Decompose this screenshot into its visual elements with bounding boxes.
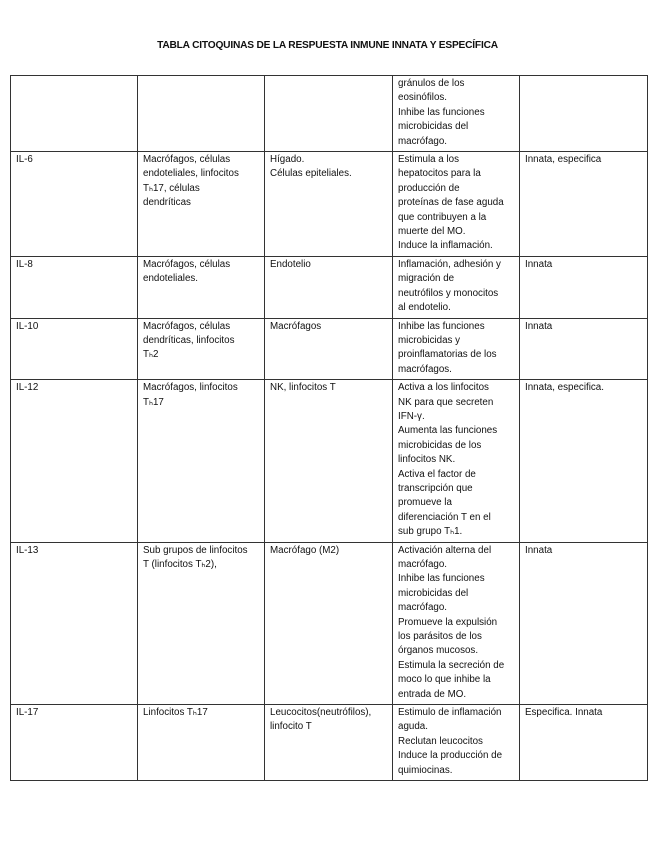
cell-line: Innata	[525, 320, 553, 332]
table-row	[11, 76, 648, 152]
cell-line: Macrófagos, células	[143, 258, 231, 270]
cell-line: los parásitos de los	[398, 631, 482, 643]
cell-line: Induce la producción de	[398, 750, 503, 762]
cytokine-table	[10, 75, 648, 781]
cell-line: órganos mucosos.	[398, 645, 479, 657]
table-row	[11, 380, 648, 542]
cell-line: Estimulo de inflamación	[398, 707, 502, 719]
cell-line: microbicidas de los	[398, 439, 482, 451]
cell-line: macrófago.	[398, 559, 448, 570]
cell-response-type	[520, 256, 648, 318]
cell-line: promueve la	[398, 497, 452, 509]
cell-line: Macrófagos, linfocitos	[143, 382, 238, 394]
cell-line: IL-13	[16, 544, 39, 556]
cell-line: Hígado.	[270, 154, 305, 166]
cell-producer	[138, 542, 265, 704]
cell-line: Aumenta las funciones	[398, 425, 498, 437]
cell-line: gránulos de los	[398, 78, 465, 89]
cell-line: Células epiteliales.	[270, 168, 352, 180]
cell-producer	[138, 256, 265, 318]
cell-line: Sub grupos de linfocitos	[143, 544, 248, 556]
cell-line: Activa a los linfocitos	[398, 382, 489, 394]
cell-line: Promueve la expulsión	[398, 616, 498, 628]
cell-producer	[138, 380, 265, 542]
cell-target	[265, 152, 393, 257]
cell-target	[265, 318, 393, 380]
cell-producer	[138, 318, 265, 380]
cell-target	[265, 705, 393, 781]
table-row	[11, 705, 648, 781]
cell-response-type	[520, 152, 648, 257]
cell-line: Tₕ17, células	[143, 182, 200, 194]
cell-function	[393, 705, 520, 781]
cell-line: quimiocinas.	[398, 764, 453, 776]
cell-line: microbicidas del	[398, 587, 469, 599]
table-row	[11, 318, 648, 380]
cell-producer	[138, 152, 265, 257]
cell-target	[265, 256, 393, 318]
cell-line: proteínas de fase aguda	[398, 197, 504, 209]
cell-line: al endotelio.	[398, 302, 451, 314]
cell-line: hepatocitos para la	[398, 168, 481, 180]
cell-line: Inhibe las funciones	[398, 106, 485, 118]
cell-line: macrófagos.	[398, 363, 452, 375]
cell-line: Tₕ17	[143, 396, 164, 408]
cell-cytokine	[11, 76, 138, 152]
cell-line: Innata	[525, 258, 553, 270]
cell-line: Inhibe las funciones	[398, 573, 485, 585]
cell-line: entrada de MO.	[398, 688, 467, 700]
cell-function	[393, 256, 520, 318]
cell-line: macrófago.	[398, 135, 448, 147]
cell-cytokine	[11, 705, 138, 781]
cell-target	[265, 380, 393, 542]
cell-line: IL-12	[16, 382, 39, 394]
cell-line: microbicidas y	[398, 334, 461, 346]
cell-producer	[138, 705, 265, 781]
cell-line: migración de	[398, 273, 455, 285]
cell-line: NK, linfocitos T	[270, 382, 336, 394]
cell-function	[393, 76, 520, 152]
cell-response-type	[520, 318, 648, 380]
cell-response-type	[520, 380, 648, 542]
cell-line: IFN-γ.	[398, 410, 425, 422]
cell-cytokine	[11, 380, 138, 542]
cell-line: T (linfocitos Tₕ2),	[143, 559, 217, 570]
cell-function	[393, 380, 520, 542]
cell-line: Leucocitos(neutrófilos),	[270, 707, 372, 719]
cell-line: diferenciación T en el	[398, 511, 491, 523]
cell-line: Induce la inflamación.	[398, 240, 493, 252]
table-row	[11, 152, 648, 257]
cell-line: Macrófagos	[270, 320, 322, 332]
cell-line: eosinófilos.	[398, 92, 448, 104]
cell-line: dendríticas	[143, 197, 191, 209]
cell-line: endoteliales.	[143, 273, 199, 285]
cell-line: muerte del MO.	[398, 226, 466, 238]
cell-line: Especifica. Innata	[525, 707, 603, 719]
cell-producer	[138, 76, 265, 152]
cell-line: Inhibe las funciones	[398, 320, 485, 332]
cell-line: macrófago.	[398, 602, 448, 614]
cell-line: linfocitos NK.	[398, 454, 456, 466]
cell-line: moco lo que inhibe la	[398, 674, 491, 686]
cell-line: Estimula la secreción de	[398, 659, 505, 671]
cell-line: IL-17	[16, 707, 39, 719]
cell-line: Macrófagos, células	[143, 154, 231, 166]
cell-line: Tₕ2	[143, 349, 159, 361]
cell-line: Macrófagos, células	[143, 320, 231, 332]
cell-line: transcripción que	[398, 482, 473, 494]
cell-function	[393, 542, 520, 704]
cell-response-type	[520, 542, 648, 704]
cell-line: Endotelio	[270, 258, 311, 270]
cell-function	[393, 318, 520, 380]
cell-line: IL-10	[16, 320, 39, 332]
cell-line: neutrófilos y monocitos	[398, 287, 499, 299]
cell-line: IL-8	[16, 258, 33, 270]
cell-line: IL-6	[16, 154, 33, 166]
cell-line: proinflamatorias de los	[398, 349, 497, 361]
cell-line: endoteliales, linfocitos	[143, 168, 239, 180]
cell-cytokine	[11, 542, 138, 704]
cell-line: Innata	[525, 544, 553, 556]
document-title: TABLA CITOQUINAS DE LA RESPUESTA INMUNE INNATA Y ESPECÍFICA	[157, 40, 498, 51]
cell-cytokine	[11, 256, 138, 318]
cell-line: producción de	[398, 182, 460, 194]
cell-line: Innata, especifica	[525, 154, 602, 166]
cell-cytokine	[11, 152, 138, 257]
cell-line: microbicidas del	[398, 121, 469, 133]
cell-line: Activa el factor de	[398, 468, 476, 480]
cell-line: sub grupo Tₕ1.	[398, 526, 463, 538]
cell-target	[265, 76, 393, 152]
cell-line: Inflamación, adhesión y	[398, 258, 501, 270]
cell-function	[393, 152, 520, 257]
cell-line: Linfocitos Tₕ17	[143, 707, 208, 719]
cell-response-type	[520, 76, 648, 152]
cell-line: linfocito T	[270, 721, 312, 733]
cell-line: NK para que secreten	[398, 396, 494, 408]
cell-line: Activación alterna del	[398, 544, 492, 556]
cell-line: dendríticas, linfocitos	[143, 334, 235, 346]
cell-response-type	[520, 705, 648, 781]
table-row	[11, 542, 648, 704]
cell-line: Reclutan leucocitos	[398, 735, 483, 747]
cell-line: Estimula a los	[398, 154, 459, 166]
table-row	[11, 256, 648, 318]
cell-line: Macrófago (M2)	[270, 544, 340, 556]
cell-cytokine	[11, 318, 138, 380]
cell-line: aguda.	[398, 721, 428, 733]
cell-line: Innata, especifica.	[525, 382, 604, 394]
cell-line: que contribuyen a la	[398, 211, 487, 223]
cell-target	[265, 542, 393, 704]
